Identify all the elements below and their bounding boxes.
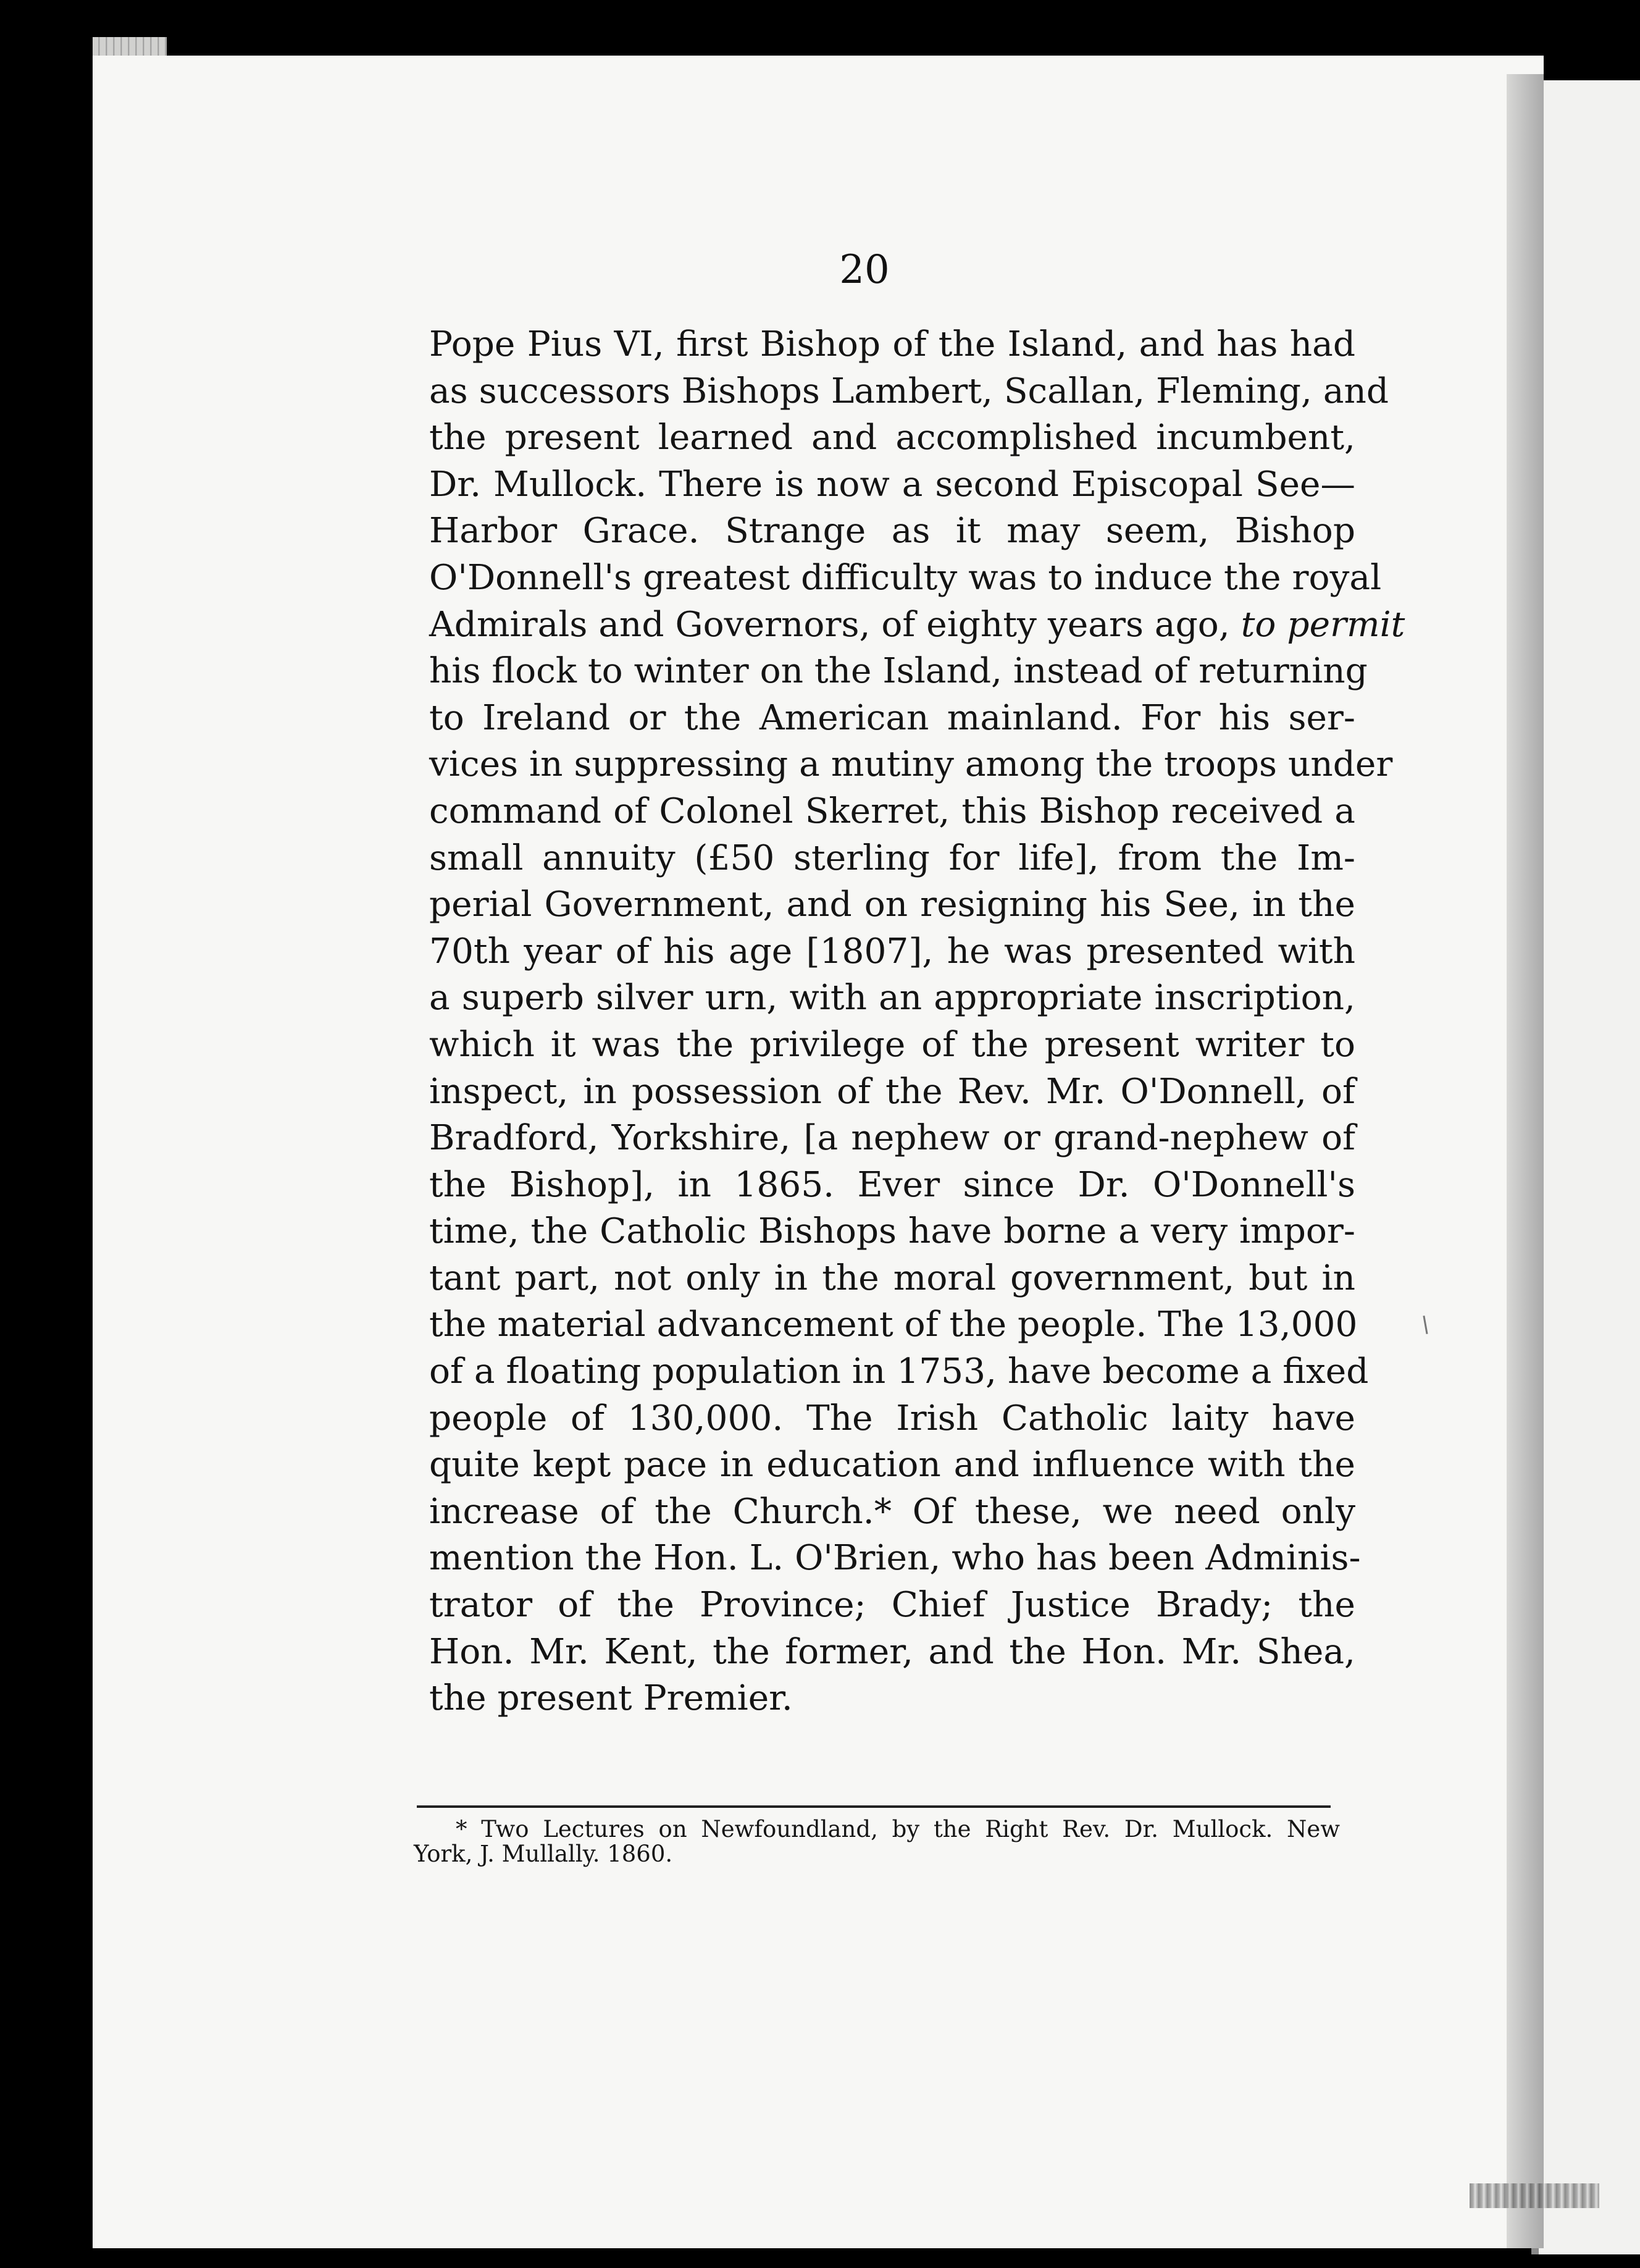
body-line-24: people of 130,000. The Irish Catholic laity have <box>429 1398 1355 1438</box>
facing-page-edge <box>1531 80 1640 2254</box>
body-line-28: trator of the Province; Chief Justice Brady; the <box>429 1585 1355 1626</box>
body-line-18: Bradford, Yorkshire, [a nephew or grand-nephew of <box>429 1118 1355 1159</box>
body-line-21: tant part, not only in the moral government, but in <box>429 1258 1355 1298</box>
body-line-13: perial Government, and on resigning his See, in the <box>429 884 1355 925</box>
body-line-26: increase of the Church.* Of these, we need only <box>429 1491 1355 1532</box>
body-line-16: which it was the privilege of the present writer to <box>429 1024 1355 1065</box>
footnote-line-1: * Two Lectures on Newfoundland, by the Right Rev. Dr. Mullock. New <box>456 1816 1340 1842</box>
body-line-22: the material advancement of the people. The 13,000 <box>429 1304 1358 1345</box>
body-line-1: Pope Pius VI, first Bishop of the Island, and has had <box>429 324 1355 364</box>
body-line-4: Dr. Mullock. There is now a second Episcopal See— <box>429 464 1355 505</box>
body-line-6: O'Donnell's greatest difficulty was to induce the royal <box>429 557 1382 598</box>
body-line-30: the present Premier. <box>429 1678 793 1719</box>
footnote-rule <box>417 1805 1331 1808</box>
body-line-19: the Bishop], in 1865. Ever since Dr. O'Donnell's <box>429 1164 1355 1205</box>
italic-to-permit: to permit <box>1240 604 1405 645</box>
body-line-25: quite kept pace in education and influence with the <box>429 1445 1355 1485</box>
body-line-7-text: Admirals and Governors, of eighty years ago, <box>429 604 1230 645</box>
footnote <box>414 1817 1340 1867</box>
body-line-17: inspect, in possession of the Rev. Mr. O'Donnell, of <box>429 1071 1355 1112</box>
page-scuff-mark <box>1470 2183 1599 2208</box>
body-line-2: as successors Bishops Lambert, Scallan, Fleming, and <box>429 371 1389 411</box>
body-line-11: command of Colonel Skerret, this Bishop received a <box>429 791 1355 831</box>
body-line-10: vices in suppressing a mutiny among the troops under <box>429 744 1393 785</box>
body-line-7 <box>429 602 1405 649</box>
page-number: 20 <box>839 247 890 293</box>
body-line-5: Harbor Grace. Strange as it may seem, Bishop <box>429 511 1355 552</box>
body-line-15: a superb silver urn, with an appropriate inscription, <box>429 978 1355 1018</box>
body-line-20: time, the Catholic Bishops have borne a very impor- <box>429 1211 1355 1252</box>
body-line-9: to Ireland or the American mainland. For his ser- <box>429 697 1355 738</box>
body-text <box>429 321 1405 1722</box>
footnote-line-2: York, J. Mullally. 1860. <box>414 1841 673 1867</box>
body-line-8: his flock to winter on the Island, instead of returning <box>429 651 1368 692</box>
body-line-12: small annuity (£50 sterling for life], from the Im- <box>429 838 1355 878</box>
body-line-29: Hon. Mr. Kent, the former, and the Hon. Mr. Shea, <box>429 1631 1355 1672</box>
page-shadow <box>1507 74 1544 2248</box>
body-line-27: mention the Hon. L. O'Brien, who has been Adminis- <box>429 1538 1361 1579</box>
body-line-3: the present learned and accomplished incumbent, <box>429 418 1355 458</box>
body-line-14: 70th year of his age [1807], he was presented with <box>429 931 1355 972</box>
body-line-23: of a floating population in 1753, have become a fixed <box>429 1351 1369 1392</box>
